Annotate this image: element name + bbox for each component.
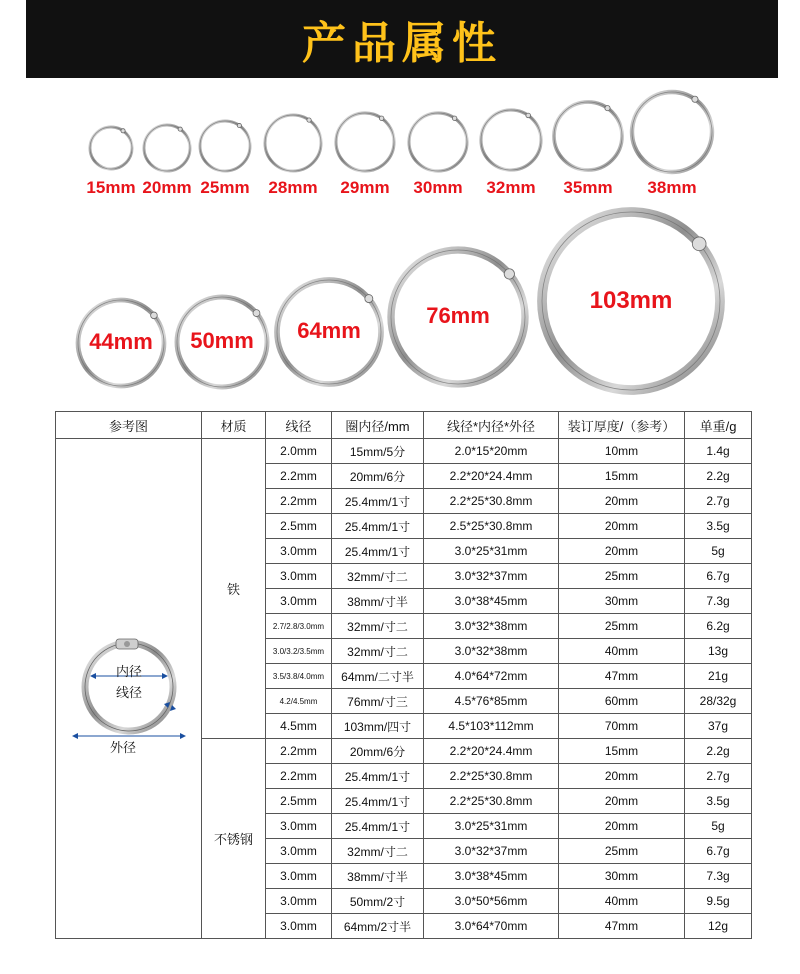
ring-size-label: 35mm [563,178,613,197]
unit-weight-cell: 5g [685,814,752,839]
binding-thickness-cell: 30mm [559,864,685,889]
wire-diameter-cell: 3.0mm [266,889,332,914]
dimensions-cell: 2.2*25*30.8mm [424,789,559,814]
wire-diameter-cell: 2.2mm [266,739,332,764]
wire-diameter-cell: 3.0mm [266,539,332,564]
binding-thickness-cell: 25mm [559,614,685,639]
hinge-rivet-icon [307,118,311,122]
header-dimensions: 线径*内径*外径 [424,412,559,439]
hinge-rivet-icon [178,127,182,131]
header-wire-diameter: 线径 [266,412,332,439]
dimensions-cell: 3.0*32*38mm [424,639,559,664]
inner-diameter-cell: 76mm/寸三 [332,689,424,714]
diagram-label-inner: 内径 [115,664,143,680]
wire-diameter-cell: 3.0mm [266,839,332,864]
binding-thickness-cell: 15mm [559,464,685,489]
hinge-rivet-icon [365,295,373,303]
inner-diameter-cell: 103mm/四寸 [332,714,424,739]
dimensions-cell: 3.0*64*70mm [424,914,559,939]
dimensions-cell: 3.0*38*45mm [424,589,559,614]
hinge-rivet-icon [151,312,158,319]
unit-weight-cell: 2.2g [685,739,752,764]
wire-diameter-cell: 3.5/3.8/4.0mm [266,664,332,689]
ring-size-label: 32mm [486,178,536,197]
binding-thickness-cell: 20mm [559,539,685,564]
binding-thickness-cell: 60mm [559,689,685,714]
inner-diameter-cell: 25.4mm/1寸 [332,539,424,564]
unit-weight-cell: 2.7g [685,764,752,789]
unit-weight-cell: 3.5g [685,789,752,814]
inner-diameter-cell: 25.4mm/1寸 [332,489,424,514]
header-unit-weight: 单重/g [685,412,752,439]
binder-ring-38mm [632,92,712,172]
binding-thickness-cell: 20mm [559,764,685,789]
binding-thickness-cell: 40mm [559,889,685,914]
ring-size-label: 15mm [86,178,136,197]
inner-diameter-cell: 32mm/寸二 [332,639,424,664]
dimensions-cell: 4.5*76*85mm [424,689,559,714]
wire-diameter-cell: 2.2mm [266,489,332,514]
inner-diameter-cell: 25.4mm/1寸 [332,789,424,814]
wire-diameter-cell: 2.5mm [266,789,332,814]
binder-ring-25mm [200,121,250,171]
binding-thickness-cell: 20mm [559,514,685,539]
ring-size-label: 44mm [89,329,153,354]
table-row [56,439,752,464]
inner-diameter-cell: 50mm/2寸 [332,889,424,914]
hinge-rivet-icon [605,106,610,111]
binder-ring-32mm [481,110,541,170]
reference-diagram-cell [56,439,202,939]
ring-size-label: 28mm [268,178,318,197]
binder-ring-28mm [265,115,321,171]
unit-weight-cell: 7.3g [685,589,752,614]
binding-thickness-cell: 25mm [559,564,685,589]
dimensions-cell: 2.2*25*30.8mm [424,764,559,789]
header-binding-thickness: 装订厚度/（参考） [559,412,685,439]
unit-weight-cell: 3.5g [685,514,752,539]
binding-thickness-cell: 10mm [559,439,685,464]
binding-thickness-cell: 20mm [559,489,685,514]
material-cell: 铁 [202,439,266,739]
header-inner-diameter: 圈内径/mm [332,412,424,439]
wire-diameter-cell: 3.0mm [266,914,332,939]
inner-diameter-cell: 32mm/寸二 [332,839,424,864]
ring-size-label: 38mm [647,178,697,197]
inner-diameter-cell: 20mm/6分 [332,739,424,764]
inner-diameter-cell: 25.4mm/1寸 [332,814,424,839]
hinge-rivet-icon [692,237,706,251]
ring-showcase [0,78,800,408]
ring-size-label: 50mm [190,328,254,353]
unit-weight-cell: 2.2g [685,464,752,489]
unit-weight-cell: 6.7g [685,839,752,864]
wire-diameter-cell: 3.0mm [266,589,332,614]
unit-weight-cell: 1.4g [685,439,752,464]
binder-ring-15mm [90,127,132,169]
wire-diameter-cell: 4.5mm [266,714,332,739]
unit-weight-cell: 2.7g [685,489,752,514]
header-reference: 参考图 [56,412,202,439]
inner-diameter-cell: 64mm/二寸半 [332,664,424,689]
hinge-rivet-icon [692,96,698,102]
unit-weight-cell: 37g [685,714,752,739]
table-header-row [56,412,752,439]
inner-diameter-cell: 32mm/寸二 [332,564,424,589]
dimensions-cell: 3.0*50*56mm [424,889,559,914]
dimensions-cell: 3.0*32*38mm [424,614,559,639]
unit-weight-cell: 6.7g [685,564,752,589]
diagram-label-wire: 线径 [115,685,143,701]
binder-ring-35mm [554,102,622,170]
binding-thickness-cell: 25mm [559,839,685,864]
ring-size-label: 20mm [142,178,192,197]
hinge-rivet-icon [526,113,531,118]
hinge-rivet-icon [379,116,383,120]
unit-weight-cell: 21g [685,664,752,689]
wire-diameter-cell: 2.7/2.8/3.0mm [266,614,332,639]
unit-weight-cell: 6.2g [685,614,752,639]
title-banner [26,0,778,78]
ring-size-label: 64mm [297,318,361,343]
hinge-rivet-icon [504,269,514,279]
diagram-label-outer: 外径 [109,740,137,756]
banner-title: 产品属性 [302,18,502,69]
binding-thickness-cell: 70mm [559,714,685,739]
dimensions-cell: 2.2*25*30.8mm [424,489,559,514]
dimensions-cell: 3.0*32*37mm [424,839,559,864]
dimensions-cell: 3.0*32*37mm [424,564,559,589]
inner-diameter-cell: 25.4mm/1寸 [332,764,424,789]
wire-diameter-cell: 2.2mm [266,764,332,789]
ring-illustrations [0,78,800,408]
unit-weight-cell: 7.3g [685,864,752,889]
binding-thickness-cell: 15mm [559,739,685,764]
unit-weight-cell: 28/32g [685,689,752,714]
wire-diameter-cell: 2.2mm [266,464,332,489]
wire-diameter-cell: 2.0mm [266,439,332,464]
wire-diameter-cell: 3.0mm [266,564,332,589]
binder-ring-20mm [144,125,190,171]
spec-table [55,411,752,939]
binder-ring-29mm [336,113,394,171]
dimensions-cell: 4.0*64*72mm [424,664,559,689]
binding-thickness-cell: 30mm [559,589,685,614]
hinge-rivet-icon [121,129,125,133]
unit-weight-cell: 13g [685,639,752,664]
dimensions-cell: 3.0*25*31mm [424,814,559,839]
ring-size-label: 29mm [340,178,390,197]
binder-ring-30mm [409,113,467,171]
inner-diameter-cell: 20mm/6分 [332,464,424,489]
binding-thickness-cell: 47mm [559,914,685,939]
wire-diameter-cell: 3.0mm [266,814,332,839]
binding-thickness-cell: 20mm [559,789,685,814]
ring-size-label: 30mm [413,178,463,197]
inner-diameter-cell: 38mm/寸半 [332,864,424,889]
inner-diameter-cell: 64mm/2寸半 [332,914,424,939]
unit-weight-cell: 9.5g [685,889,752,914]
wire-diameter-cell: 3.0/3.2/3.5mm [266,639,332,664]
dimensions-cell: 3.0*25*31mm [424,539,559,564]
inner-diameter-cell: 15mm/5分 [332,439,424,464]
dimensions-cell: 3.0*38*45mm [424,864,559,889]
wire-diameter-cell: 4.2/4.5mm [266,689,332,714]
dimensions-cell: 2.0*15*20mm [424,439,559,464]
dimensions-cell: 4.5*103*112mm [424,714,559,739]
hinge-rivet-icon [237,123,241,127]
material-cell: 不锈钢 [202,739,266,939]
binding-thickness-cell: 20mm [559,814,685,839]
ring-size-label: 103mm [589,287,673,314]
binding-thickness-cell: 40mm [559,639,685,664]
dimensions-cell: 2.5*25*30.8mm [424,514,559,539]
ring-size-label: 76mm [426,303,490,328]
ring-size-label: 25mm [200,178,250,197]
inner-diameter-cell: 25.4mm/1寸 [332,514,424,539]
hinge-rivet-icon [253,310,260,317]
dimensions-cell: 2.2*20*24.4mm [424,464,559,489]
binding-thickness-cell: 47mm [559,664,685,689]
unit-weight-cell: 5g [685,539,752,564]
dimensions-cell: 2.2*20*24.4mm [424,739,559,764]
inner-diameter-cell: 32mm/寸二 [332,614,424,639]
unit-weight-cell: 12g [685,914,752,939]
hinge-rivet-icon [452,116,456,120]
inner-diameter-cell: 38mm/寸半 [332,589,424,614]
wire-diameter-cell: 2.5mm [266,514,332,539]
header-material: 材质 [202,412,266,439]
wire-diameter-cell: 3.0mm [266,864,332,889]
